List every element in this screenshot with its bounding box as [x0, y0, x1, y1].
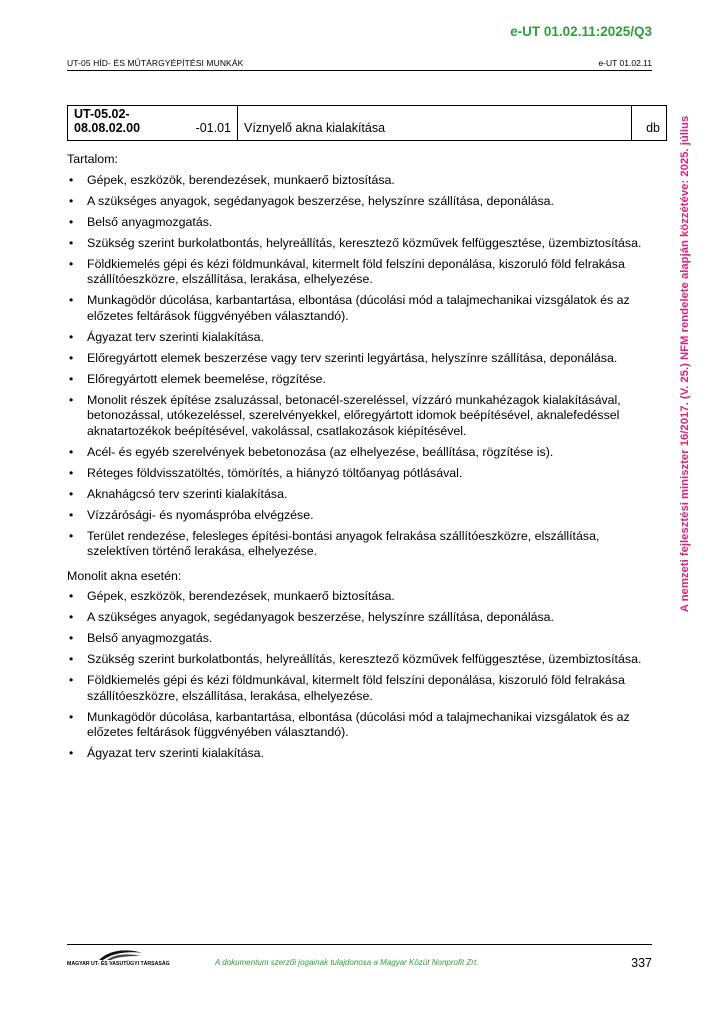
list-item: • Gépek, eszközök, berendezések, munkaerő biztosítása. — [67, 173, 645, 189]
list-item: • Ágyazat terv szerinti kialakítása. — [67, 746, 645, 762]
society-logo — [67, 948, 177, 972]
list-item: • Belső anyagmozgatás. — [67, 215, 645, 231]
section-title-contents: Tartalom: — [67, 152, 118, 166]
list-item: • Előregyártott elemek beszerzése vagy terv szerinti legyártása, helyszínre szállítása, deponálása. — [67, 351, 645, 367]
content — [67, 152, 645, 767]
list-item: • A szükséges anyagok, segédanyagok beszerzése, helyszínre szállítása, deponálása. — [67, 194, 645, 210]
header-doc-ref: e-UT 01.02.11 — [598, 58, 652, 68]
item-code-suffix: -01.01 — [195, 121, 231, 135]
item-code: UT-05.02-08.08.02.00 — [74, 107, 141, 135]
list-item: • Földkiemelés gépi és kézi földmunkával, kitermelt föld felszíni deponálása, kiszoruló föld felrakása szállítóeszközre, elszállítása, lerakása, elhelyezése. — [67, 257, 645, 288]
footer-divider — [67, 944, 652, 945]
list-item: • Belső anyagmozgatás. — [67, 631, 645, 647]
list-item: • Szükség szerint burkolatbontás, helyreállítás, keresztező közművek felfüggesztése, üzembiztosítása. — [67, 236, 645, 252]
list-item: • Gépek, eszközök, berendezések, munkaerő biztosítása. — [67, 589, 645, 605]
list-item: • A szükséges anyagok, segédanyagok beszerzése, helyszínre szállítása, deponálása. — [67, 610, 645, 626]
list-item: • Munkagödör dúcolása, karbantartása, elbontása (dúcolási mód a talajmechanikai vizsgálatok és az előzetes feltárások függvényében választandó). — [67, 710, 645, 741]
side-publication-note: A nemzeti fejlesztési miniszter 16/2017. (V. 25.) NFM rendelete alapján közzétéve: 2025. július — [679, 115, 691, 613]
logo-text: MAGYAR UT- ÉS VASUTÜGYI TÁRSASÁG — [67, 961, 170, 967]
copyright-notice: A dokumentum szerzői jogainak tulajdonosa a Magyar Közút Nonprofit Zrt. — [215, 958, 479, 967]
item-unit: db — [646, 121, 660, 135]
item-title: Víznyelő akna kialakítása — [238, 106, 632, 140]
item-header-table — [67, 105, 667, 141]
document-code: e-UT 01.02.11:2025/Q3 — [510, 24, 652, 39]
list-item: • Monolit részek építése zsaluzással, betonacél-szereléssel, vízzáró munkahézagok kialakításával, betonozással, utókezeléssel, szerelvényekkel, előregyártott idomok beépítésével, aknalefedéssel aknatartozékok beépítésével, vakolással, csatlakozások kiépítésével. — [67, 393, 645, 440]
page-number: 337 — [631, 956, 652, 970]
list-item: • Acél- és egyéb szerelvények bebetonozása (az elhelyezése, beállítása, rögzítése is). — [67, 445, 645, 461]
list-item: • Szükség szerint burkolatbontás, helyreállítás, keresztező közművek felfüggesztése, üzembiztosítása. — [67, 652, 645, 668]
logo-swoosh-icon — [97, 948, 145, 962]
list-item: • Aknahágcsó terv szerinti kialakítása. — [67, 487, 645, 503]
list-item: • Terület rendezése, felesleges építési-bontási anyagok felrakása szállítóeszközre, elszállítása, szelektíven történő lerakása, elhelyezése. — [67, 529, 645, 560]
list-item: • Munkagödör dúcolása, karbantartása, elbontása (dúcolási mód a talajmechanikai vizsgálatok és az előzetes feltárások függvényében választandó). — [67, 293, 645, 324]
list-item: • Előregyártott elemek beemelése, rögzítése. — [67, 372, 645, 388]
monolith-list — [67, 589, 645, 762]
list-item: • Földkiemelés gépi és kézi földmunkával, kitermelt föld felszíni deponálása, kiszoruló föld felrakása szállítóeszközre, elszállítása, lerakása, elhelyezése. — [67, 673, 645, 704]
header-chapter-title: UT-05 HÍD- ÉS MŰTÁRGYÉPÍTÉSI MUNKÁK — [67, 58, 244, 68]
list-item: • Ágyazat terv szerinti kialakítása. — [67, 330, 645, 346]
contents-list — [67, 173, 645, 560]
list-item: • Vízzárósági- és nyomáspróba elvégzése. — [67, 508, 645, 524]
header-divider — [67, 70, 652, 71]
list-item: • Réteges földvisszatöltés, tömörítés, a hiányzó töltőanyag pótlásával. — [67, 466, 645, 482]
side-note-container — [675, 98, 695, 630]
item-code-cell — [68, 106, 238, 140]
section-title-monolith: Monolit akna esetén: — [67, 568, 182, 583]
